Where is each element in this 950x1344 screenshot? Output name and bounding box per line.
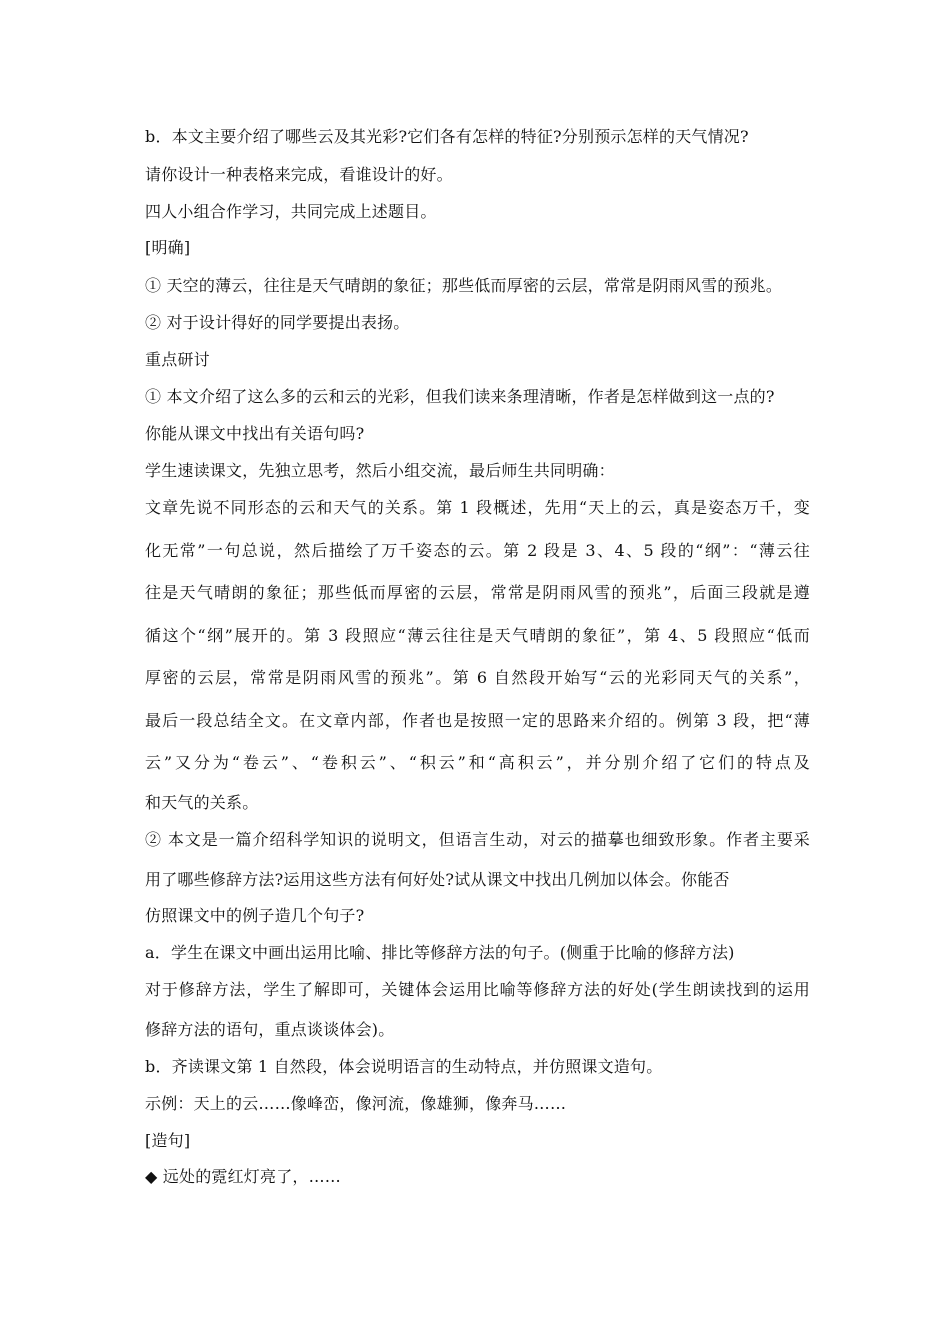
- text-line: 用了哪些修辞方法?运用这些方法有何好处?试从课文中找出几例加以体会。你能否: [145, 870, 730, 889]
- text-line: 仿照课文中的例子造几个句子?: [145, 906, 365, 925]
- text-line: 往是天气晴朗的象征；那些低而厚密的云层，常常是阴雨风雪的预兆”，后面三段就是遵: [145, 583, 810, 602]
- text-line: ① 天空的薄云，往往是天气晴朗的象征；那些低而厚密的云层，常常是阴雨风雪的预兆。: [145, 276, 783, 295]
- text-line: b．本文主要介绍了哪些云及其光彩?它们各有怎样的特征?分别预示怎样的天气情况?: [145, 127, 749, 146]
- text-line: b．齐读课文第 1 自然段，体会说明语言的生动特点，并仿照课文造句。: [145, 1057, 663, 1076]
- text-line: 云”又分为“卷云”、“卷积云”、“积云”和“高积云”，并分别介绍了它们的特点及: [145, 753, 810, 772]
- section-heading: 重点研讨: [145, 350, 210, 369]
- text-line: [造句]: [145, 1131, 191, 1150]
- text-line: 学生速读课文，先独立思考，然后小组交流，最后师生共同明确：: [145, 461, 615, 480]
- text-line: 修辞方法的语句，重点谈谈体会)。: [145, 1020, 395, 1039]
- text-line: 示例：天上的云……像峰峦，像河流，像雄狮，像奔马……: [145, 1094, 567, 1113]
- text-line: 化无常”一句总说，然后描绘了万千姿态的云。第 2 段是 3、4、5 段的“纲”：“薄云往: [145, 541, 810, 560]
- text-line: 对于修辞方法，学生了解即可，关键体会运用比喻等修辞方法的好处(学生朗读找到的运用: [145, 980, 810, 999]
- text-line: 厚密的云层，常常是阴雨风雪的预兆”。第 6 自然段开始写“云的光彩同天气的关系”，: [145, 668, 810, 687]
- text-line: 你能从课文中找出有关语句吗?: [145, 424, 365, 443]
- text-line: [明确]: [145, 238, 191, 257]
- text-line: ② 对于设计得好的同学要提出表扬。: [145, 313, 410, 332]
- text-line: 四人小组合作学习，共同完成上述题目。: [145, 202, 437, 221]
- text-line: 最后一段总结全文。在文章内部，作者也是按照一定的思路来介绍的。例第 3 段，把“薄: [145, 711, 810, 730]
- text-line: ◆ 远处的霓红灯亮了，……: [145, 1167, 341, 1186]
- text-line: 循这个“纲”展开的。第 3 段照应“薄云往往是天气晴朗的象征”，第 4、5 段照应“低而: [145, 626, 810, 645]
- text-line: ② 本文是一篇介绍科学知识的说明文，但语言生动，对云的描摹也细致形象。作者主要采: [145, 830, 810, 849]
- text-line: 和天气的关系。: [145, 793, 259, 812]
- text-line: 请你设计一种表格来完成，看谁设计的好。: [145, 165, 453, 184]
- text-line: a．学生在课文中画出运用比喻、排比等修辞方法的句子。(侧重于比喻的修辞方法): [145, 943, 735, 962]
- text-line: 文章先说不同形态的云和天气的关系。第 1 段概述，先用“天上的云，真是姿态万千，变: [145, 498, 810, 517]
- text-line: ① 本文介绍了这么多的云和云的光彩，但我们读来条理清晰，作者是怎样做到这一点的?: [145, 387, 775, 406]
